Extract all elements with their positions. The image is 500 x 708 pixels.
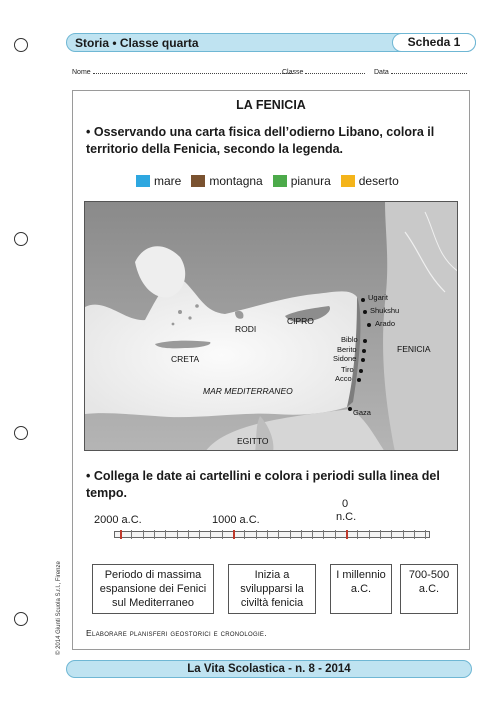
- city-dot-gaza: [348, 407, 352, 411]
- legend-swatch-pianura: [273, 175, 287, 187]
- legend-item-montagna: [191, 174, 262, 188]
- city-dot-shukshu: [363, 310, 367, 314]
- city-biblo: Biblo: [341, 335, 358, 344]
- timeline-tick: [188, 530, 189, 539]
- binder-hole-4: [14, 612, 28, 626]
- header-bar: [66, 33, 476, 52]
- city-acco: Acco: [335, 374, 352, 383]
- name-field[interactable]: [72, 68, 293, 76]
- instruction-timeline: • Collega le date ai cartellini e colora i periodi sulla linea del tempo.: [86, 469, 440, 500]
- class-field[interactable]: [282, 68, 365, 76]
- city-arado: Arado: [375, 319, 396, 328]
- city-shukshu: Shukshu: [370, 306, 400, 315]
- timeline-tick: [403, 530, 404, 539]
- copyright-note: © 2014 Giunti Scuola S.r.l., Firenze: [56, 561, 62, 655]
- city-berito: Berito: [337, 345, 357, 354]
- timeline-tick: [414, 530, 415, 539]
- map-fenicia[interactable]: [84, 201, 458, 451]
- timeline-tick: [301, 530, 302, 539]
- card-700-500[interactable]: 700-500 a.C.: [400, 564, 458, 614]
- name-label: Nome: [72, 69, 91, 76]
- map-relief: [85, 202, 458, 451]
- map-label-mare: MAR MEDITERRANEO: [203, 386, 293, 396]
- timeline-tick: [244, 530, 245, 539]
- binder-hole-3: [14, 426, 28, 440]
- date-dotted-line: [391, 68, 467, 74]
- scheda-label: Scheda 1: [392, 33, 476, 52]
- timeline-tick: [425, 530, 426, 539]
- legend-item-mare: [136, 174, 181, 188]
- legend-swatch-deserto: [341, 175, 355, 187]
- timeline-tick: [335, 530, 336, 539]
- binder-hole-2: [14, 232, 28, 246]
- city-dot-acco: [357, 378, 361, 382]
- date-label: Data: [374, 69, 389, 76]
- legend-swatch-mare: [136, 175, 150, 187]
- timeline-tick: [131, 530, 132, 539]
- learning-objective: Elaborare planisferi geostorici e cronologie.: [86, 628, 267, 638]
- date-field[interactable]: [374, 68, 467, 76]
- footer-bar: La Vita Scolastica - n. 8 - 2014: [66, 660, 472, 678]
- timeline-tick: [267, 530, 268, 539]
- card-massima-espansione[interactable]: Periodo di massima espansione dei Fenici sul Mediterraneo: [92, 564, 214, 614]
- timeline-tick: [199, 530, 200, 539]
- timeline-tick: [143, 530, 144, 539]
- timeline-tick: [357, 530, 358, 539]
- timeline-bar[interactable]: [114, 531, 430, 538]
- timeline-tick: [312, 530, 313, 539]
- timeline-tick: [323, 530, 324, 539]
- map-label-creta: CRETA: [171, 354, 200, 364]
- map-label-fenicia: FENICIA: [397, 344, 431, 354]
- timeline-tick: [369, 530, 370, 539]
- map-label-cipro: CIPRO: [287, 316, 314, 326]
- timeline-tick: [177, 530, 178, 539]
- legend-label-mare: mare: [154, 174, 182, 188]
- legend-item-deserto: [341, 174, 399, 188]
- timeline-tick: [233, 530, 235, 539]
- map-label-rodi: RODI: [235, 324, 257, 334]
- city-dot-ugarit: [361, 298, 365, 302]
- legend-swatch-montagna: [191, 175, 205, 187]
- legend-item-pianura: [273, 174, 331, 188]
- timeline-label-1000: 1000 a.C.: [212, 514, 260, 526]
- map-label-egitto: EGITTO: [237, 436, 269, 446]
- timeline-tick: [165, 530, 166, 539]
- city-ugarit: Ugarit: [368, 293, 389, 302]
- card-inizio-civilta[interactable]: Inizia a svilupparsi la civiltà fenicia: [228, 564, 316, 614]
- city-dot-tiro: [359, 369, 363, 373]
- page-title: LA FENICIA: [236, 98, 306, 112]
- timeline-tick: [120, 530, 122, 539]
- timeline-tick: [346, 530, 348, 539]
- timeline-tick: [290, 530, 291, 539]
- class-label: Classe: [282, 69, 304, 76]
- timeline-tick: [278, 530, 279, 539]
- timeline-label-0: 0: [342, 498, 349, 510]
- city-sidone: Sidone: [333, 354, 357, 363]
- card-i-millennio[interactable]: I millennio a.C.: [330, 564, 392, 614]
- timeline-tick: [380, 530, 381, 539]
- city-dot-sidone: [361, 358, 365, 362]
- city-dot-berito: [362, 349, 366, 353]
- city-gaza: Gaza: [353, 408, 371, 417]
- class-dotted-line: [305, 68, 365, 74]
- timeline-tick: [391, 530, 392, 539]
- binder-hole-1: [14, 38, 28, 52]
- city-dot-arado: [367, 323, 371, 327]
- header-title: Storia • Classe quarta: [75, 36, 199, 50]
- city-dot-biblo: [363, 339, 367, 343]
- legend-label-deserto: deserto: [358, 174, 399, 188]
- legend-label-montagna: montagna: [209, 174, 263, 188]
- legend-label-pianura: pianura: [290, 174, 331, 188]
- timeline-label-2000: 2000 a.C.: [94, 514, 142, 526]
- timeline-label-0-suffix: n.C.: [336, 511, 357, 523]
- city-tiro: Tiro: [341, 365, 354, 374]
- instruction-map: • Osservando una carta fisica dell’odierno Libano, colora il territorio della Fenicia, secondo la legenda.: [86, 125, 435, 156]
- map-legend: [136, 174, 399, 188]
- timeline-tick: [210, 530, 211, 539]
- timeline-tick: [154, 530, 155, 539]
- timeline-tick: [256, 530, 257, 539]
- name-dotted-line: [93, 68, 293, 74]
- timeline-tick: [222, 530, 223, 539]
